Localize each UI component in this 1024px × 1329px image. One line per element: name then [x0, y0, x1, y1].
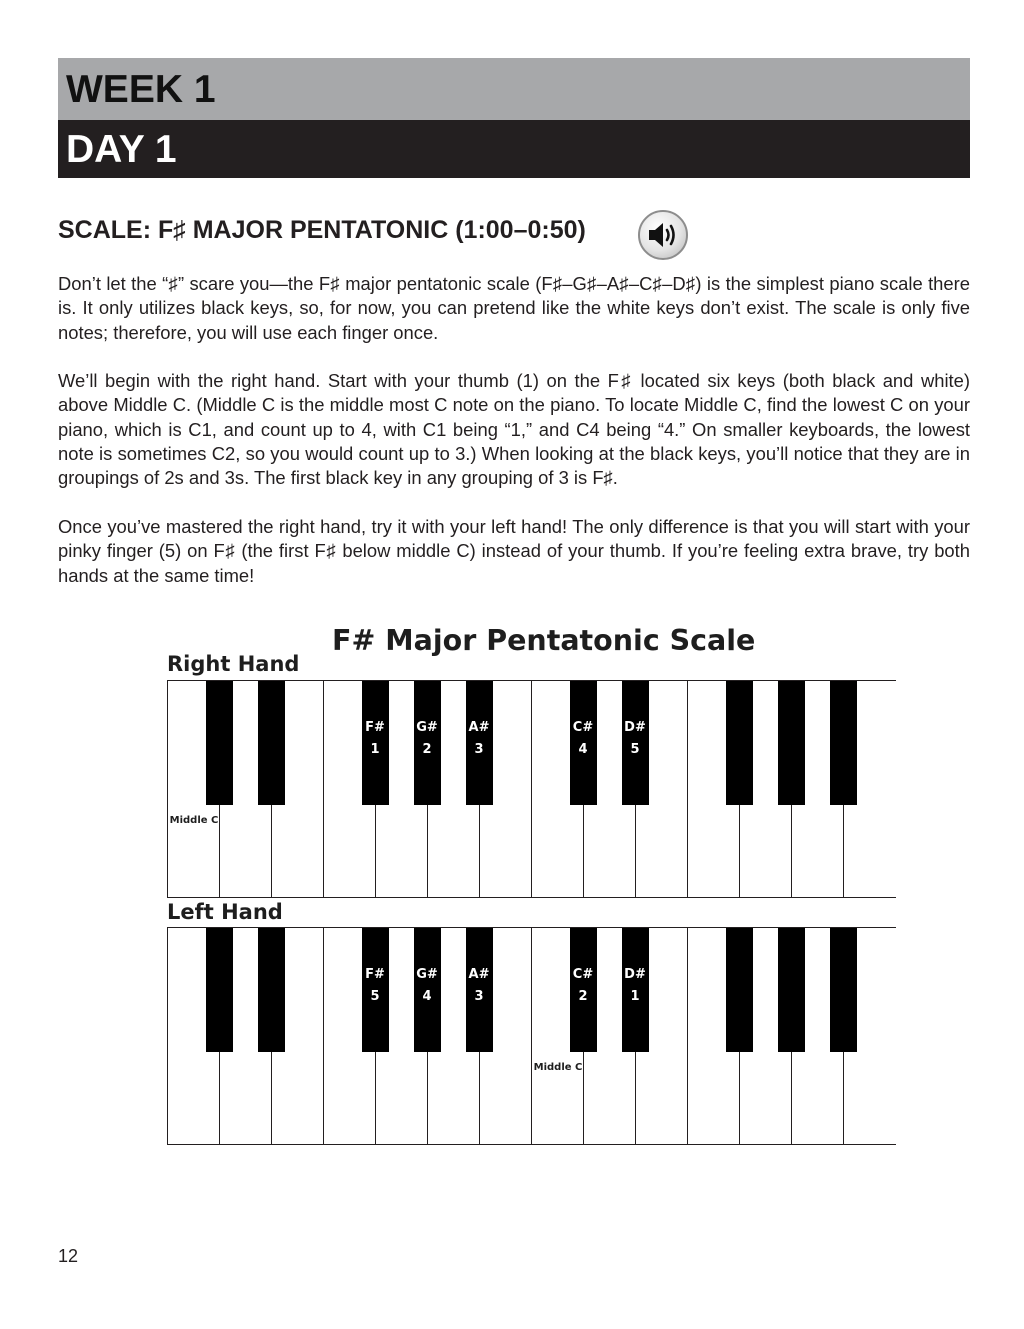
left-hand-black-key [830, 928, 857, 1052]
right-hand-scale-key [466, 681, 493, 805]
key-finger-number: 3 [474, 989, 484, 1004]
week-header [58, 58, 970, 120]
right-hand-black-key [726, 681, 753, 805]
key-note-label: D# [624, 720, 646, 735]
right-hand-scale-key [362, 681, 389, 805]
left-hand-scale-key [362, 928, 389, 1052]
left-hand-black-key [206, 928, 233, 1052]
middle-c-label: Middle C [533, 1062, 583, 1073]
audio-play-button[interactable] [638, 210, 688, 260]
intro-paragraph: Don’t let the “♯” scare you—the F♯ major pentatonic scale (F♯–G♯–A♯–C♯–D♯) is the simplest piano scale there is. It only utilizes black keys, so, for now, you can pretend like the white keys don’t exist. The scale is only five notes; therefore, you will use each finger once. [58, 273, 970, 343]
right-hand-black-key [830, 681, 857, 805]
key-note-label: G# [416, 967, 438, 982]
key-note-label: D# [624, 967, 646, 982]
left-hand-keyboard [167, 927, 896, 1145]
right-hand-label: Right Hand [167, 652, 300, 676]
diagram-title: F# Major Pentatonic Scale [332, 624, 756, 657]
right-hand-black-key [206, 681, 233, 805]
key-note-label: F# [365, 967, 385, 982]
left-hand-scale-key [570, 928, 597, 1052]
key-note-label: C# [572, 720, 594, 735]
key-note-label: C# [572, 967, 594, 982]
left-hand-black-key [778, 928, 805, 1052]
right-hand-black-key [258, 681, 285, 805]
left-hand-paragraph: Once you’ve mastered the right hand, try it with your left hand! The only difference is that you will start with your pinky finger (5) on F♯ (the first F♯ below middle C) instead of your thumb. If you’re feeling extra brave, try both hands at the same time! [58, 516, 970, 586]
left-hand-black-key [258, 928, 285, 1052]
middle-c-label: Middle C [169, 815, 219, 826]
key-note-label: A# [468, 967, 490, 982]
left-hand-black-key [726, 928, 753, 1052]
day-header [58, 120, 970, 178]
right-hand-paragraph: We’ll begin with the right hand. Start with your thumb (1) on the F♯ located six keys (both black and white) above Middle C. (Middle C is the middle most C note on the piano. To locate Middle C, find the lowest C on your piano, which is C1, and count up to 4, with C1 being “1,” and C4 being “4.” On smaller keyboards, the lowest note is sometimes C2, so you would count up to 3.) When looking at the black keys, you’ll notice that they are in groupings of 2s and 3s. The first black key in any grouping of 3 is F♯. [58, 370, 970, 489]
scale-heading: SCALE: F♯ MAJOR PENTATONIC (1:00–0:50) [58, 216, 586, 244]
left-hand-scale-key [414, 928, 441, 1052]
key-finger-number: 2 [578, 989, 588, 1004]
right-hand-scale-key [570, 681, 597, 805]
left-hand-label: Left Hand [167, 900, 283, 924]
day-title: DAY 1 [66, 128, 177, 171]
key-finger-number: 2 [422, 742, 432, 757]
right-hand-scale-key [414, 681, 441, 805]
key-finger-number: 5 [370, 989, 380, 1004]
key-finger-number: 1 [370, 742, 380, 757]
key-note-label: A# [468, 720, 490, 735]
week-title: WEEK 1 [66, 68, 216, 111]
key-note-label: G# [416, 720, 438, 735]
right-hand-scale-key [622, 681, 649, 805]
right-hand-black-key [778, 681, 805, 805]
key-finger-number: 4 [578, 742, 588, 757]
left-hand-scale-key [466, 928, 493, 1052]
speaker-icon [646, 220, 680, 250]
left-hand-scale-key [622, 928, 649, 1052]
right-hand-keyboard [167, 680, 896, 898]
page-number: 12 [58, 1246, 79, 1266]
key-note-label: F# [365, 720, 385, 735]
key-finger-number: 4 [422, 989, 432, 1004]
key-finger-number: 1 [630, 989, 640, 1004]
key-finger-number: 3 [474, 742, 484, 757]
key-finger-number: 5 [630, 742, 640, 757]
